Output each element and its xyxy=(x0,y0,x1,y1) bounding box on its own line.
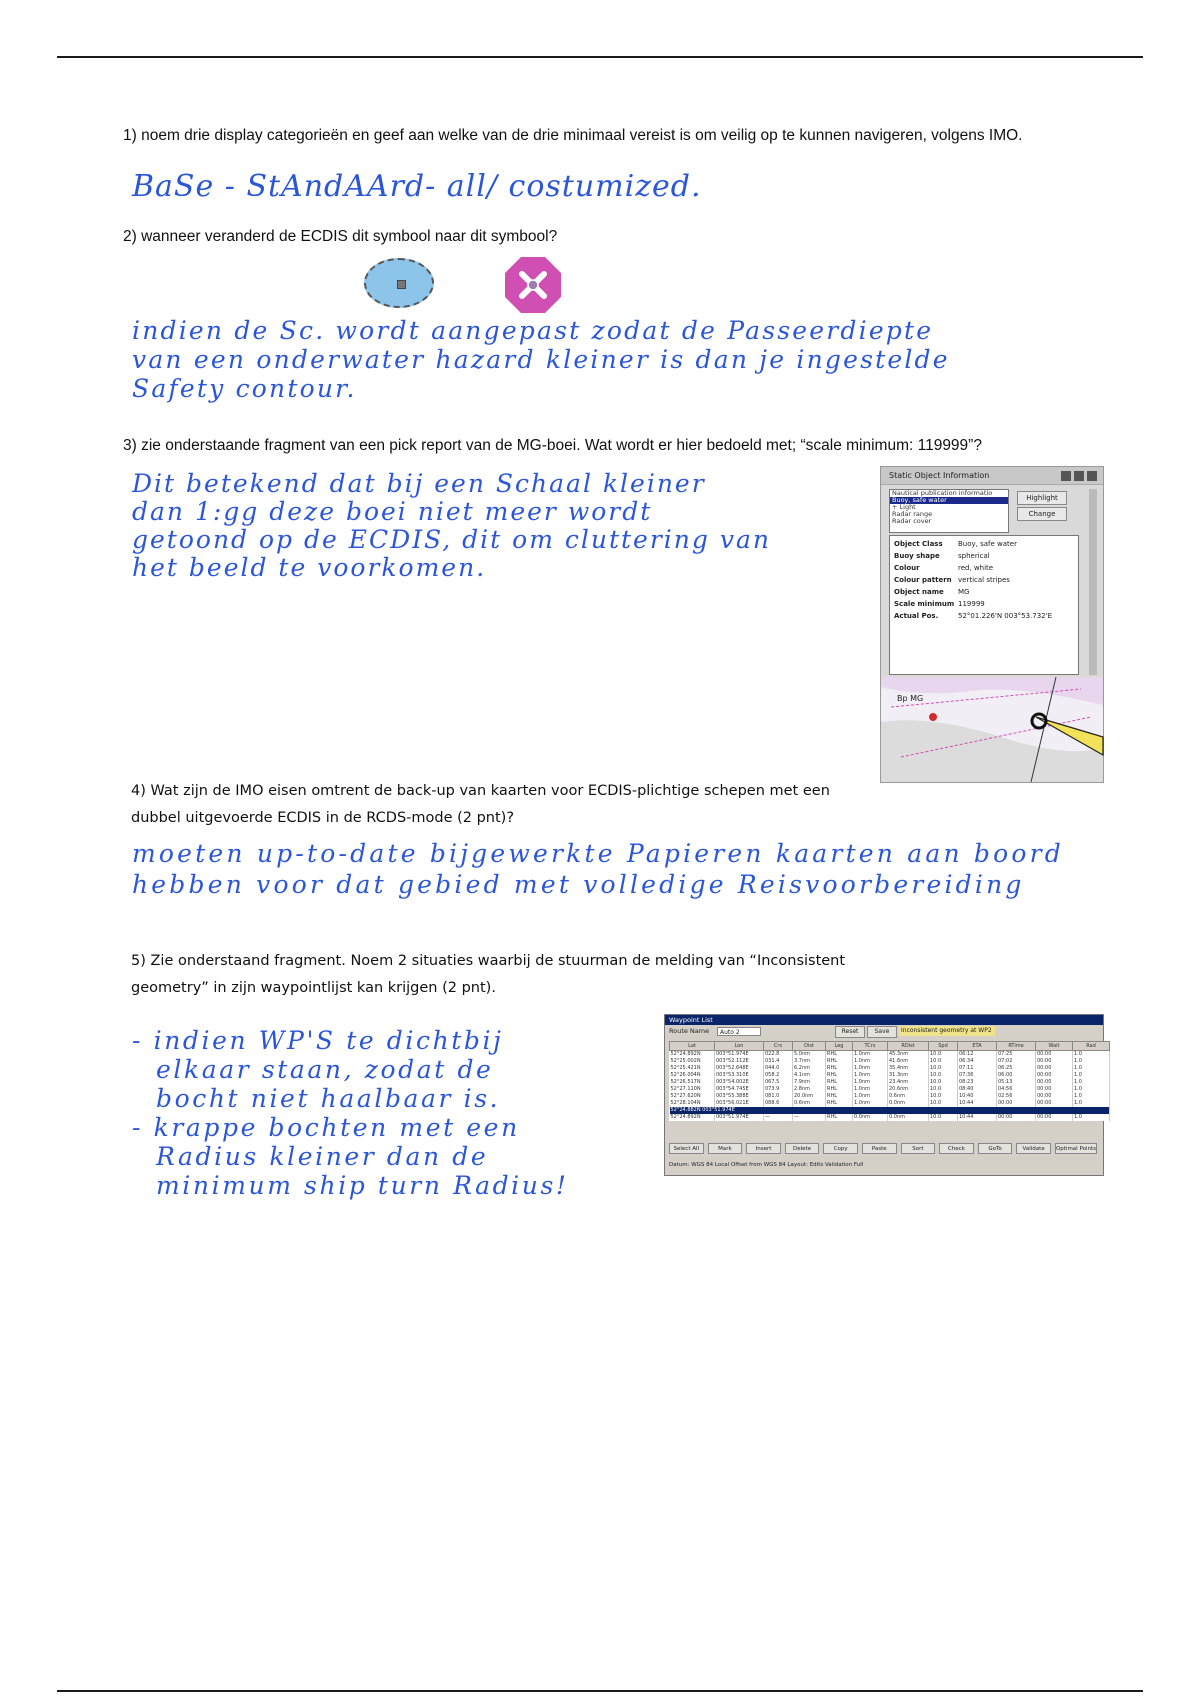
property-row: Colour pattern vertical stripes xyxy=(894,576,1010,584)
question-2: 2) wanneer veranderd de ECDIS dit symbool naar dit symbool? xyxy=(123,228,558,245)
table-cell: 1.0 xyxy=(1073,1065,1110,1072)
properties-panel xyxy=(889,535,1079,675)
answer-4 xyxy=(132,838,1064,900)
table-cell: 1.0 xyxy=(1073,1093,1110,1100)
column-header[interactable]: Rad xyxy=(1073,1042,1110,1051)
table-cell: 1.0nm xyxy=(853,1079,888,1086)
table-cell: 7.9nm xyxy=(793,1079,826,1086)
answer-3-line-2: dan 1:gg deze boei niet meer wordt xyxy=(132,497,653,526)
table-cell: 073.9 xyxy=(764,1086,793,1093)
table-cell: 06:00 xyxy=(997,1072,1036,1079)
table-cell: 1.0 xyxy=(1073,1100,1110,1107)
table-cell: 2.8nm xyxy=(793,1086,826,1093)
table-row[interactable] xyxy=(670,1058,1110,1065)
list-item-selected[interactable]: Buoy, safe water xyxy=(890,497,1008,504)
list-item[interactable]: Radar range xyxy=(892,510,933,518)
table-cell: 08:23 xyxy=(958,1079,997,1086)
table-cell: 52°26.517N xyxy=(670,1079,715,1086)
table-cell: 003°55.388E xyxy=(715,1093,764,1100)
table-cell: 07:11 xyxy=(958,1065,997,1072)
top-rule xyxy=(57,56,1143,58)
answer-5-line-2: elkaar staan, zodat de xyxy=(156,1055,494,1084)
table-cell: 10.0 xyxy=(929,1079,958,1086)
table-cell: 003°54.002E xyxy=(715,1079,764,1086)
answer-5-line-5: Radius kleiner dan de xyxy=(156,1142,489,1171)
minimize-icon[interactable] xyxy=(1061,471,1071,481)
sort-button[interactable]: Sort xyxy=(901,1143,936,1154)
table-cell: RHL xyxy=(826,1065,853,1072)
table-cell: 003°51.974E xyxy=(715,1114,764,1121)
table-cell: 1.0 xyxy=(1073,1051,1110,1059)
table-cell: 10.0 xyxy=(929,1114,958,1121)
table-cell: 10:44 xyxy=(958,1100,997,1107)
table-cell: 10.0 xyxy=(929,1065,958,1072)
answer-5-line-1: - indien WP'S te dichtbij xyxy=(132,1026,504,1055)
list-item[interactable]: Radar cover xyxy=(892,517,932,525)
table-cell: RHL xyxy=(826,1058,853,1065)
window-controls xyxy=(1061,471,1097,481)
waypoint-rows xyxy=(670,1051,1110,1122)
waypoint-status-row: Datum: WGS 84 Local Offset from WGS 84 Layout: Edits Validation Full xyxy=(669,1162,864,1168)
table-cell: 1.0nm xyxy=(853,1086,888,1093)
table-cell: 10.0 xyxy=(929,1093,958,1100)
table-cell: 52°25.002N xyxy=(670,1058,715,1065)
table-cell: 10.0 xyxy=(929,1100,958,1107)
table-cell: 5.0nm xyxy=(793,1051,826,1059)
table-cell: RHL xyxy=(826,1093,853,1100)
table-cell: 4.1nm xyxy=(793,1072,826,1079)
table-cell: 23.4nm xyxy=(888,1079,929,1086)
chart-fragment xyxy=(881,677,1103,782)
table-cell: 022.8 xyxy=(764,1051,793,1059)
table-cell: RHL xyxy=(826,1114,853,1121)
table-cell: 07:25 xyxy=(997,1051,1036,1059)
mark-button[interactable]: Mark xyxy=(708,1143,743,1154)
table-header xyxy=(670,1042,1110,1051)
property-row: Actual Pos. 52°01.226'N 003°53.732'E xyxy=(894,612,1052,620)
table-cell: 05:13 xyxy=(997,1079,1036,1086)
table-cell: — xyxy=(764,1114,793,1121)
table-cell: RHL xyxy=(826,1072,853,1079)
isolated-danger-magenta-icon xyxy=(504,256,562,314)
table-cell: 0.6nm xyxy=(793,1100,826,1107)
table-cell: 31.3nm xyxy=(888,1072,929,1079)
validate-button[interactable]: Validate xyxy=(1016,1143,1051,1154)
route-name-label: Route Name xyxy=(669,1027,710,1035)
delete-button[interactable]: Delete xyxy=(785,1143,820,1154)
table-cell: 1.0 xyxy=(1073,1072,1110,1079)
list-item[interactable]: + Light xyxy=(892,503,916,511)
answer-3-line-1: Dit betekend dat bij een Schaal kleiner xyxy=(132,469,706,498)
answer-2-line-2: van een onderwater hazard kleiner is dan je ingestelde xyxy=(132,345,950,374)
column-header[interactable]: ETA xyxy=(958,1042,997,1051)
route-name-field[interactable]: Auto 2 xyxy=(717,1027,761,1036)
table-cell: 031.4 xyxy=(764,1058,793,1065)
column-header[interactable]: RDist xyxy=(888,1042,929,1051)
pick-report-window xyxy=(880,466,1104,783)
optimal-points-button[interactable]: Optimal Points xyxy=(1055,1143,1097,1154)
property-row: Object Class Buoy, safe water xyxy=(894,540,1017,548)
table-cell: 1.0nm xyxy=(853,1072,888,1079)
table-cell: 35.4nm xyxy=(888,1065,929,1072)
table-cell: 00:00 xyxy=(1036,1100,1073,1107)
answer-5-line-3: bocht niet haalbaar is. xyxy=(156,1084,501,1113)
answer-1-line: BaSe - StAndAArd- all/ costumized. xyxy=(132,169,702,204)
table-cell: 088.6 xyxy=(764,1100,793,1107)
bottom-rule xyxy=(57,1690,1143,1692)
answer-3-line-3: getoond op de ECDIS, dit om cluttering van xyxy=(132,525,771,554)
table-cell: 52°24.882N 003°51.974E xyxy=(670,1107,1110,1114)
reset-button[interactable]: Reset xyxy=(835,1026,865,1038)
shallow-danger-circle-icon xyxy=(364,258,434,308)
table-cell: — xyxy=(793,1114,826,1121)
table-cell: 00:00 xyxy=(997,1114,1036,1121)
table-cell: 45.3nm xyxy=(888,1051,929,1059)
property-row-scale-minimum: Scale minimum 119999 xyxy=(894,600,985,608)
table-cell: 00:00 xyxy=(1036,1072,1073,1079)
table-cell: 058.2 xyxy=(764,1072,793,1079)
answer-3 xyxy=(132,470,771,582)
insert-button[interactable]: Insert xyxy=(746,1143,781,1154)
table-cell: 081.0 xyxy=(764,1093,793,1100)
column-header[interactable]: Leg xyxy=(826,1042,853,1051)
table-cell: 52°27.620N xyxy=(670,1093,715,1100)
table-row[interactable] xyxy=(670,1051,1110,1059)
save-button[interactable]: Save xyxy=(867,1026,897,1038)
table-cell: 3.7nm xyxy=(793,1058,826,1065)
table-cell: 1.0nm xyxy=(853,1100,888,1107)
close-icon[interactable] xyxy=(1087,471,1097,481)
map-label: Bp MG xyxy=(897,694,924,703)
table-cell: 1.0 xyxy=(1073,1058,1110,1065)
table-cell: 00:00 xyxy=(997,1100,1036,1107)
table-row[interactable] xyxy=(670,1086,1110,1093)
table-cell: 1.0nm xyxy=(853,1051,888,1059)
table-cell: 20.0nm xyxy=(793,1093,826,1100)
table-cell: 52°24.892N xyxy=(670,1114,715,1121)
check-button[interactable]: Check xyxy=(939,1143,974,1154)
pick-report-title: Static Object Information xyxy=(881,467,1103,485)
table-cell: 41.6nm xyxy=(888,1058,929,1065)
table-cell: 52°26.004N xyxy=(670,1072,715,1079)
column-header[interactable]: Crs xyxy=(764,1042,793,1051)
table-row[interactable] xyxy=(670,1093,1110,1100)
table-cell: 0.0nm xyxy=(888,1100,929,1107)
question-5: 5) Zie onderstaand fragment. Noem 2 situaties waarbij de stuurman de melding van “Inconsistent geometry” in zijn waypointlijst kan krijgen (2 pnt). xyxy=(131,953,846,996)
column-header[interactable]: Spd xyxy=(929,1042,958,1051)
table-cell: 00:00 xyxy=(1036,1086,1073,1093)
table-cell: 0.0nm xyxy=(853,1114,888,1121)
table-cell: 10:40 xyxy=(958,1093,997,1100)
table-cell: 02:56 xyxy=(997,1093,1036,1100)
table-row[interactable] xyxy=(670,1065,1110,1072)
question-3: 3) zie onderstaande fragment van een pick report van de MG-boei. Wat wordt er hier bedoeld met; “scale minimum: 119999”? xyxy=(123,437,982,454)
table-cell: 003°52.648E xyxy=(715,1065,764,1072)
property-row: Buoy shape spherical xyxy=(894,552,990,560)
table-cell: 067.5 xyxy=(764,1079,793,1086)
column-header[interactable]: Wait xyxy=(1036,1042,1073,1051)
table-cell: 06:34 xyxy=(958,1058,997,1065)
column-header[interactable]: Lat xyxy=(670,1042,715,1051)
table-cell: 00:00 xyxy=(1036,1093,1073,1100)
table-cell: 10.0 xyxy=(929,1058,958,1065)
table-cell: 003°54.745E xyxy=(715,1086,764,1093)
answer-5-line-6: minimum ship turn Radius! xyxy=(156,1171,569,1200)
table-cell: 00:00 xyxy=(1036,1114,1073,1121)
answer-5 xyxy=(132,1026,569,1200)
scrollbar[interactable] xyxy=(1089,489,1097,675)
waypoint-actions-row xyxy=(669,1143,1097,1154)
table-cell: 04:56 xyxy=(997,1086,1036,1093)
table-cell: 20.6nm xyxy=(888,1086,929,1093)
table-cell: 003°52.112E xyxy=(715,1058,764,1065)
list-item[interactable]: Nautical publication informatio xyxy=(892,489,993,497)
table-cell: 00:00 xyxy=(1036,1058,1073,1065)
table-cell: 06:25 xyxy=(997,1065,1036,1072)
question-1: 1) noem drie display categorieën en geef aan welke van de drie minimaal vereist is om veilig op te kunnen navigeren, volgens IMO. xyxy=(123,127,1023,144)
table-cell: RHL xyxy=(826,1051,853,1059)
table-cell: 1.0nm xyxy=(853,1093,888,1100)
table-cell: RHL xyxy=(826,1100,853,1107)
highlight-button[interactable]: Highlight xyxy=(1017,491,1067,505)
table-cell: 1.0nm xyxy=(853,1065,888,1072)
table-cell: 6.2nm xyxy=(793,1065,826,1072)
table-row[interactable] xyxy=(670,1072,1110,1079)
answer-2 xyxy=(132,316,950,403)
table-row[interactable] xyxy=(670,1100,1110,1107)
object-list[interactable] xyxy=(889,489,1009,533)
table-cell: 52°27.110N xyxy=(670,1086,715,1093)
table-cell: RHL xyxy=(826,1086,853,1093)
maximize-icon[interactable] xyxy=(1074,471,1084,481)
table-cell: 52°25.421N xyxy=(670,1065,715,1072)
table-cell: 08:40 xyxy=(958,1086,997,1093)
table-cell: 07:02 xyxy=(997,1058,1036,1065)
route-toolbar xyxy=(665,1025,1103,1038)
answer-1 xyxy=(132,168,702,206)
paste-button[interactable]: Paste xyxy=(862,1143,897,1154)
answer-2-line-3: Safety contour. xyxy=(132,374,357,403)
column-header[interactable]: Dist xyxy=(793,1042,826,1051)
table-cell: 003°51.974E xyxy=(715,1051,764,1059)
table-cell: 1.0 xyxy=(1073,1086,1110,1093)
answer-4-line-2: hebben voor dat gebied met volledige Reisvoorbereiding xyxy=(132,870,1025,899)
answer-2-line-1: indien de Sc. wordt aangepast zodat de Passeerdiepte xyxy=(132,316,934,345)
waypoint-list-title: Waypoint List xyxy=(665,1015,1103,1025)
goto-button[interactable]: GoTo xyxy=(978,1143,1013,1154)
table-cell: 10.0 xyxy=(929,1086,958,1093)
table-row-selected[interactable] xyxy=(670,1107,1110,1114)
table-cell: 0.0nm xyxy=(888,1114,929,1121)
select-all-button[interactable]: Select All xyxy=(669,1143,704,1154)
copy-button[interactable]: Copy xyxy=(823,1143,858,1154)
table-cell: 10:44 xyxy=(958,1114,997,1121)
answer-4-line-1: moeten up-to-date bijgewerkte Papieren kaarten aan boord xyxy=(132,839,1064,868)
answer-5-line-4: - krappe bochten met een xyxy=(132,1113,520,1142)
table-cell: RHL xyxy=(826,1079,853,1086)
change-button[interactable]: Change xyxy=(1017,507,1067,521)
table-cell: 00:00 xyxy=(1036,1051,1073,1059)
column-header[interactable]: RTime xyxy=(997,1042,1036,1051)
column-header[interactable]: TCrs xyxy=(853,1042,888,1051)
table-cell: 52°28.104N xyxy=(670,1100,715,1107)
table-cell: 003°53.310E xyxy=(715,1072,764,1079)
table-cell: 0.6nm xyxy=(888,1093,929,1100)
table-cell: 1.0 xyxy=(1073,1079,1110,1086)
table-cell: 1.0nm xyxy=(853,1058,888,1065)
table-row[interactable] xyxy=(670,1079,1110,1086)
table-cell: 003°56.021E xyxy=(715,1100,764,1107)
property-row: Colour red, white xyxy=(894,564,994,572)
inconsistent-geometry-warning: Inconsistent geometry at WP2 xyxy=(899,1026,995,1036)
answer-3-line-4: het beeld te voorkomen. xyxy=(132,553,487,582)
table-cell: 06:12 xyxy=(958,1051,997,1059)
table-cell: 07:36 xyxy=(958,1072,997,1079)
question-4: 4) Wat zijn de IMO eisen omtrent de back-up van kaarten voor ECDIS-plichtige schepen met een dubbel uitgevoerde ECDIS in de RCDS-mode (2 pnt)? xyxy=(131,783,830,826)
table-cell: 00:00 xyxy=(1036,1065,1073,1072)
table-cell: 00:00 xyxy=(1036,1079,1073,1086)
property-row: Object name MG xyxy=(894,588,970,596)
table-cell: 044.0 xyxy=(764,1065,793,1072)
table-cell: 1.0 xyxy=(1073,1114,1110,1121)
waypoint-table xyxy=(669,1041,1110,1121)
table-row[interactable] xyxy=(670,1114,1110,1121)
table-cell: 52°24.892N xyxy=(670,1051,715,1059)
table-cell: 10.0 xyxy=(929,1051,958,1059)
column-header[interactable]: Lon xyxy=(715,1042,764,1051)
table-cell: 10.0 xyxy=(929,1072,958,1079)
waypoint-list-window xyxy=(664,1014,1104,1176)
